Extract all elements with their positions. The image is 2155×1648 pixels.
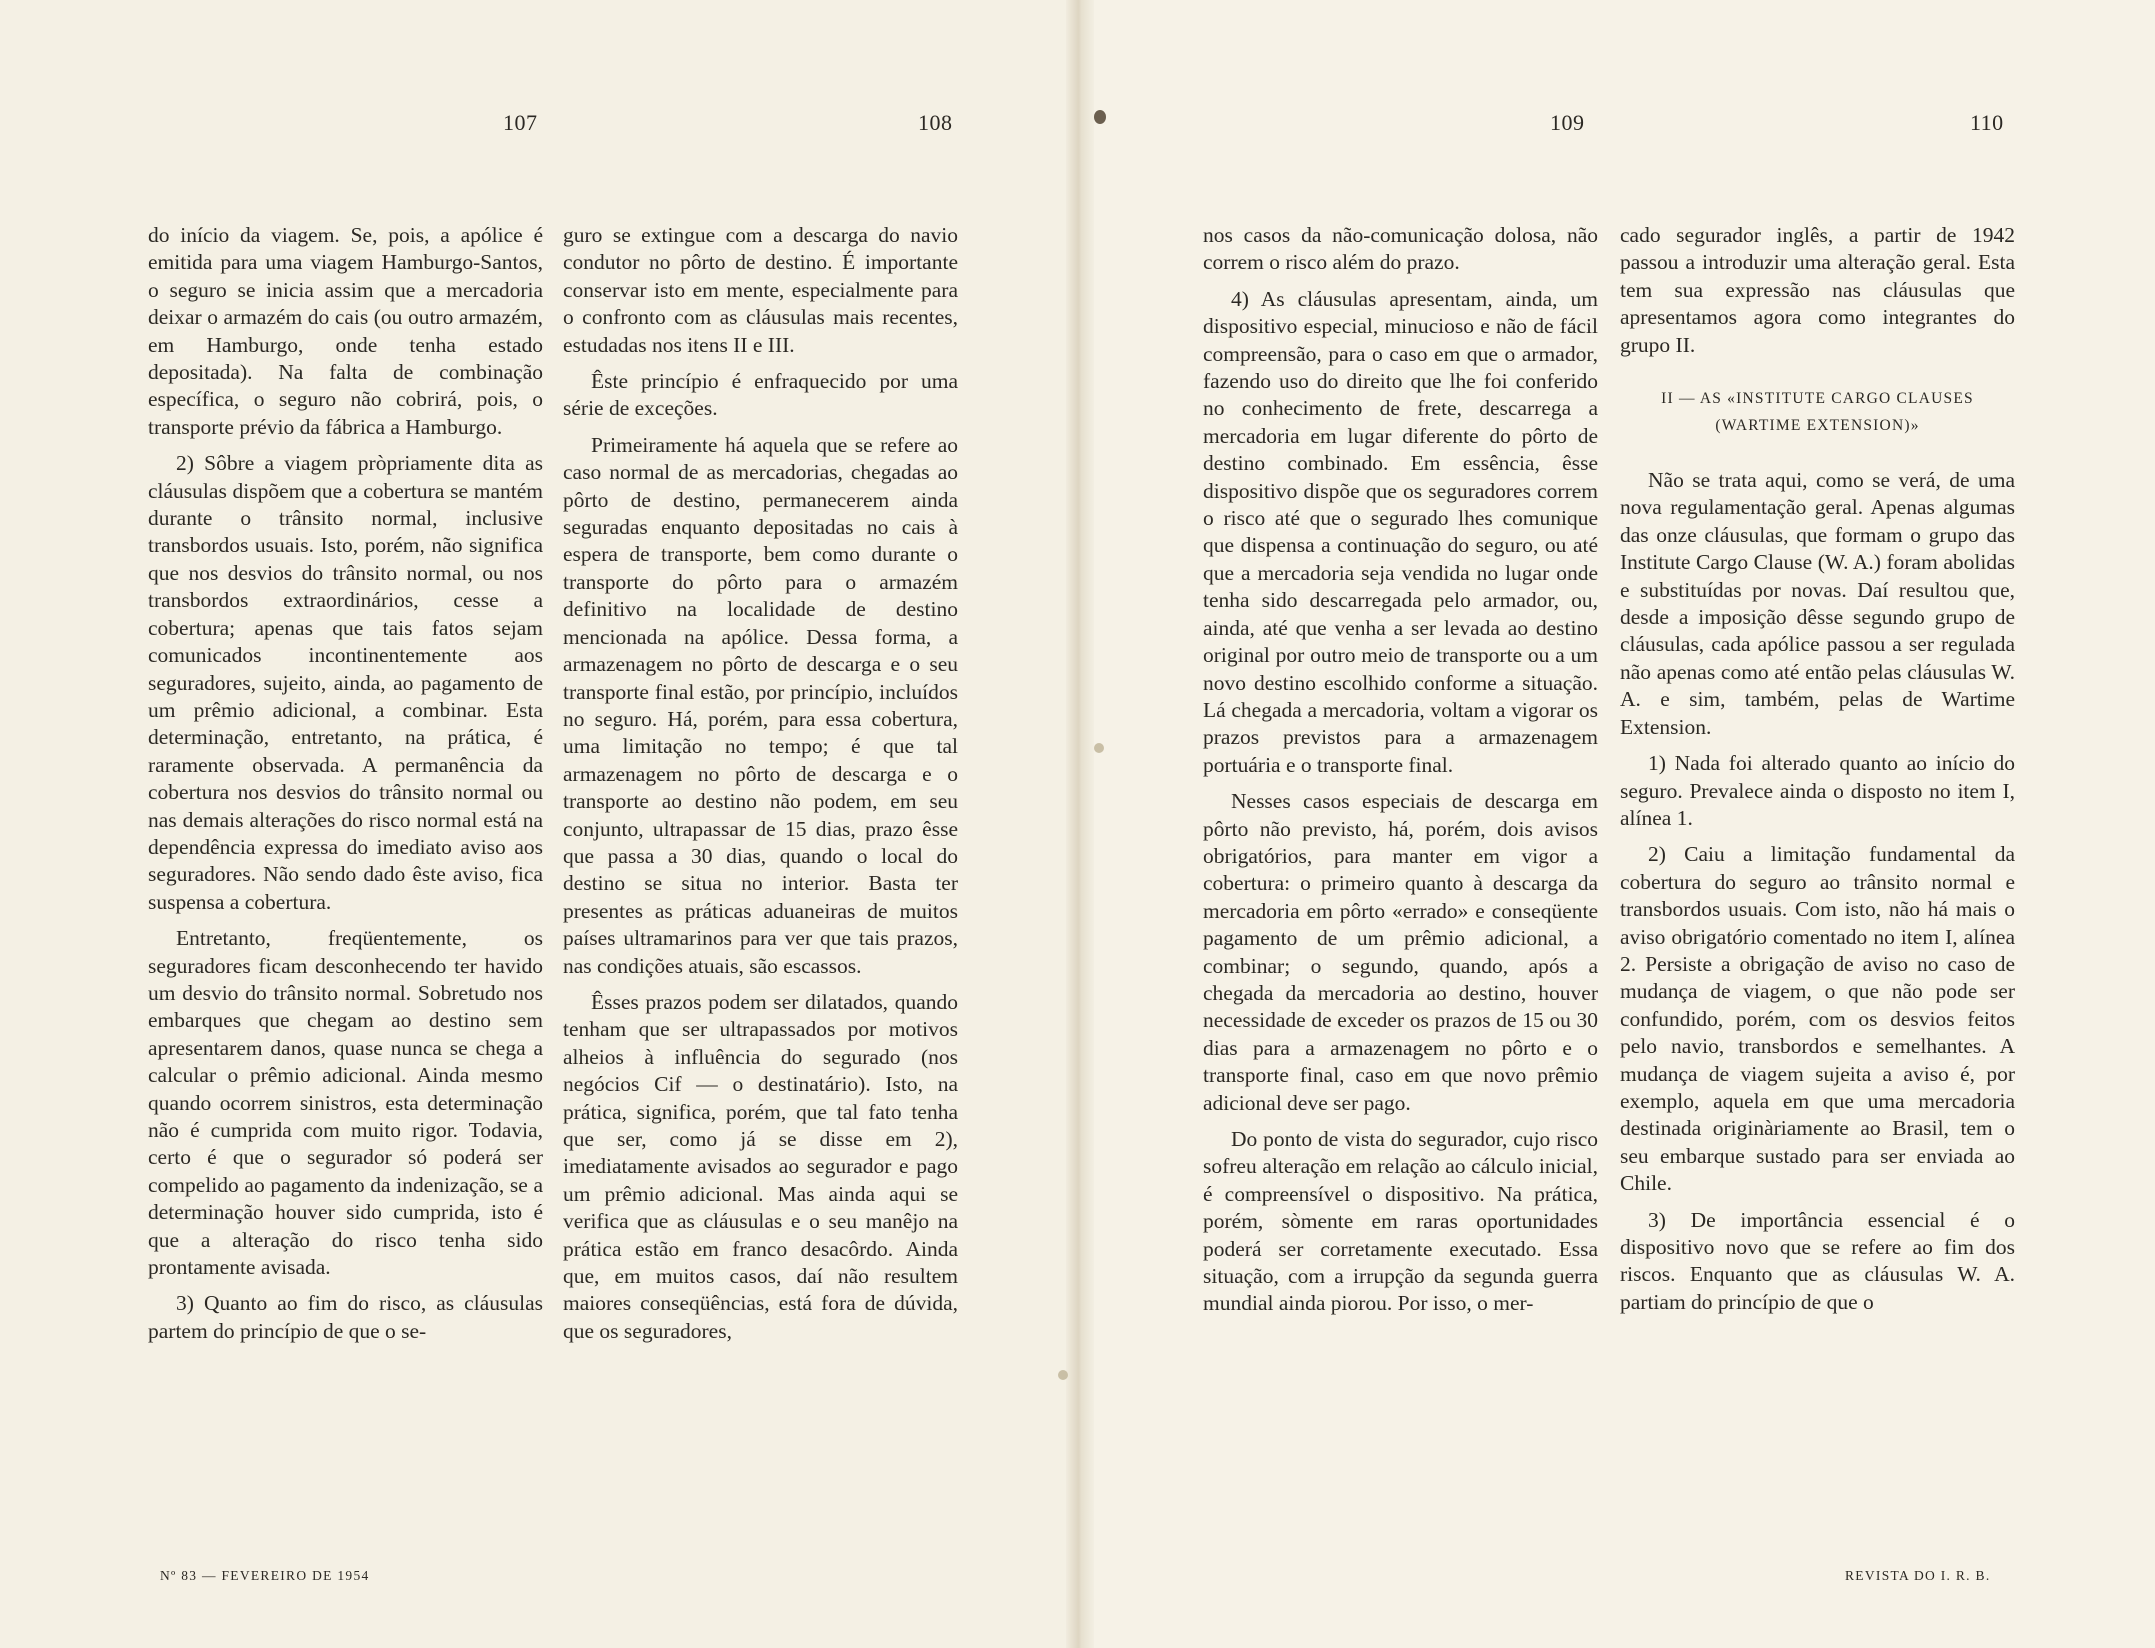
binding-stitch-middle [1094,743,1104,753]
binding-stitch-bottom [1058,1370,1068,1380]
footer-journal-name: REVISTA DO I. R. B. [1845,1568,1991,1583]
column-page-110 [1620,222,2015,1325]
footer-issue-date: Nº 83 — FEVEREIRO DE 1954 [160,1568,370,1583]
paragraph: 2) Caiu a limitação fundamental da cobertura do seguro ao trânsito normal e transbordos usuais. Com isto, não há mais o aviso obrigatório comentado no item I, alínea 2. Persiste a obrigação de aviso no caso de mudança de viagem, o que não pode ser confundido, porém, com os desvios feitos pelo navio, transbordos e semelhantes. A mudança de viagem sujeita a aviso é, por exemplo, aquela em que uma mercadoria destinada originàriamente ao Brasil, tem o seu embarque sustado para ser enviada ao Chile. [1620,842,2015,1196]
paragraph: 1) Nada foi alterado quanto ao início do seguro. Prevalece ainda o disposto no item I, alínea 1. [1620,751,2015,830]
paragraph: Entretanto, freqüentemente, os seguradores ficam desconhecendo ter havido um desvio do trânsito normal. Sobretudo nos embarques que chegam ao destino sem apresentarem danos, quase nunca se chega a calcular o prêmio adicional. Ainda mesmo quando ocorrem sinistros, esta determinação não é cumprida com muito rigor. Todavia, certo é que o segurador só poderá ser compelido ao pagamento da indenização, se a determinação houver sido cumprida, isto é que a alteração do risco tenha sido prontamente avisada. [148,926,543,1280]
column-page-108 [563,222,958,1354]
paragraph: Êste princípio é enfraquecido por uma série de exceções. [563,369,958,421]
column-page-109 [1203,222,1598,1327]
page-number-108: 108 [918,110,953,135]
paragraph: 3) Quanto ao fim do risco, as cláusulas partem do princípio de que o se- [148,1291,543,1343]
paragraph: do início da viagem. Se, pois, a apólice é emitida para uma viagem Hamburgo-Santos, o seguro se inicia assim que a mercadoria deixar o armazém do cais (ou outro armazém, em Hamburgo, onde tenha estado depositada). Na falta de combinação específica, o seguro não cobrirá, pois, o transporte prévio da fábrica a Hamburgo. [148,223,543,439]
paragraph: Do ponto de vista do segurador, cujo risco sofreu alteração em relação ao cálculo inicial, é compreensível o dispositivo. Na prática, porém, sòmente em raras oportunidades poderá ser corretamente executado. Essa situação, com a irrupção da segunda guerra mundial ainda piorou. Por isso, o mer- [1203,1127,1598,1316]
paragraph: Primeiramente há aquela que se refere ao caso normal de as mercadorias, chegadas ao pôrto de destino, permanecerem ainda seguradas enquanto depositadas no cais à espera de transporte, bem como durante o transporte do pôrto para o armazém definitivo na localidade de destino mencionada na apólice. Dessa forma, a armazenagem no pôrto de descarga e o seu transporte final estão, por princípio, incluídos no seguro. Há, porém, para essa cobertura, uma limitação no tempo; é que tal armazenagem no pôrto de descarga e o transporte ao destino não podem, em seu conjunto, ultrapassar de 15 dias, prazo êsse que passa a 30 dias, quando o local do destino se situa no interior. Basta ter presentes as práticas aduaneiras de muitos países ultramarinos para ver que tais prazos, nas condições atuais, são escassos. [563,432,958,978]
paragraph: Não se trata aqui, como se verá, de uma nova regulamentação geral. Apenas algumas das onze cláusulas, que formam o grupo das Institute Cargo Clause (W. A.) foram abolidas e substituídas por novas. Daí resultou que, desde a imposição dêsse segundo grupo de cláusulas, cada apólice passou a ser regulada não apenas como até então pelas cláusulas W. A. e sim, também, pelas de Wartime Extension. [1620,468,2015,739]
page-number-109: 109 [1550,110,1585,135]
section-heading-line-2: (WARTIME EXTENSION)» [1715,417,1920,435]
paragraph: Nesses casos especiais de descarga em pôrto não previsto, há, porém, dois avisos obrigatórios, para manter em vigor a cobertura: o primeiro quanto à descarga da mercadoria em pôrto «errado» e conseqüente pagamento de um prêmio adicional, a combinar; o segundo, quando, após a chegada da mercadoria ao destino, houver necessidade de exceder os prazos de 15 ou 30 dias para a armazenagem no pôrto e o transporte final, caso em que novo prêmio adicional deve ser pago. [1203,789,1598,1115]
paragraph: 3) De importância essencial é o dispositivo novo que se refere ao fim dos riscos. Enquanto que as cláusulas W. A. partiam do princípio de que o [1620,1207,2015,1314]
binding-stitch-top [1094,110,1106,124]
column-page-107 [148,222,543,1354]
page-number-107: 107 [503,110,538,135]
paragraph: cado segurador inglês, a partir de 1942 passou a introduzir uma alteração geral. Esta tem sua expressão nas cláusulas que apresentamos agora como integrantes do grupo II. [1620,223,2015,357]
paragraph: nos casos da não-comunicação dolosa, não correm o risco além do prazo. [1203,223,1598,275]
section-heading-line-1: II — AS «INSTITUTE CARGO CLAUSES [1661,390,1974,408]
section-heading [1620,385,2015,439]
paragraph: guro se extingue com a descarga do navio condutor no pôrto de destino. É importante conservar isto em mente, especialmente para o confronto com as cláusulas mais recentes, estudadas nos itens II e III. [563,223,958,357]
book-gutter [1066,0,1094,1648]
paragraph: Êsses prazos podem ser dilatados, quando tenham que ser ultrapassados por motivos alheios à influência do segurado (nos negócios Cif — o destinatário). Isto, na prática, significa, porém, que tal fato tenha que ser, como já se disse em 2), imediatamente avisados ao segurador e pago um prêmio adicional. Mas ainda aqui se verifica que as cláusulas e o seu manêjo na prática estão em franco desacôrdo. Ainda que, em muitos casos, daí não resultem maiores conseqüências, está fora de dúvida, que os seguradores, [563,989,958,1343]
paragraph: 4) As cláusulas apresentam, ainda, um dispositivo especial, minucioso e não de fácil compreensão, para o caso em que o armador, fazendo uso do direito que lhe foi conferido no conhecimento de frete, descarrega a mercadoria em lugar diferente do pôrto de destino combinado. Em essência, êsse dispositivo dispõe que os seguradores correm o risco até que o segurado lhes comunique que dispensa a continuação do seguro, ou até que a mercadoria seja vendida no lugar onde tenha sido descarregada pelo armador, ou, ainda, até que venha a ser levada ao destino original por outro meio de transporte ou a um novo destino escolhido conforme a situação. Lá chegada a mercadoria, voltam a vigorar os prazos previstos para a armazenagem portuária e o transporte final. [1203,286,1598,777]
page-number-110: 110 [1970,110,2004,135]
paragraph: 2) Sôbre a viagem pròpriamente dita as cláusulas dispõem que a cobertura se mantém durante o trânsito normal, inclusive transbordos usuais. Isto, porém, não significa que nos desvios do trânsito normal, ou nos transbordos extraordinários, cesse a cobertura; apenas que tais fatos sejam comunicados incontinentemente aos seguradores, sujeito, ainda, ao pagamento de um prêmio adicional, a combinar. Esta determinação, entretanto, na prática, é raramente observada. A permanência da cobertura nos desvios do trânsito normal ou nas demais alterações do risco normal está na dependência expressa do imediato aviso aos seguradores. Não sendo dado êste aviso, fica suspensa a cobertura. [148,451,543,914]
